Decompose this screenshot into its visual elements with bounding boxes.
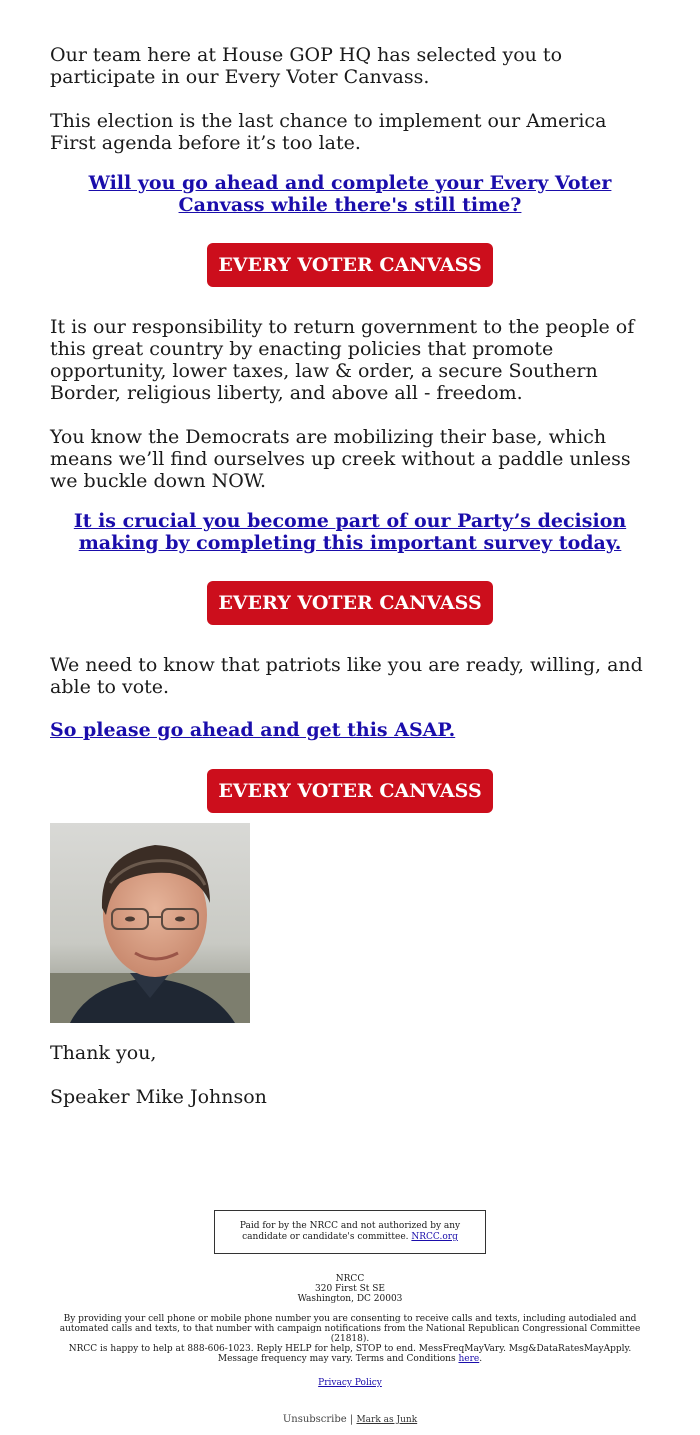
terms-here-link[interactable]: here <box>458 1354 480 1364</box>
paid-for-disclaimer-box <box>214 1210 486 1254</box>
mailing-address <box>50 1274 650 1304</box>
signature-text: Speaker Mike Johnson <box>50 1086 267 1108</box>
city-address: Washington, DC 20003 <box>297 1294 403 1304</box>
speaker-portrait-photo <box>50 823 250 1023</box>
footer-separator: | <box>349 1414 354 1425</box>
privacy-policy-link[interactable]: Privacy Policy <box>318 1378 382 1388</box>
mark-as-junk-link[interactable]: Mark as Junk <box>356 1415 418 1425</box>
help-text: NRCC is happy to help at 888-606-1023. Reply HELP for help, STOP to end. MessFreqMayVary. Msg&DataRatesMayApply. Message frequency may vary. Terms and Conditions <box>68 1344 632 1364</box>
democrats-paragraph: You know the Democrats are mobilizing their base, which means we’ll find ourselves up creek without a paddle unless we buckle down NOW. <box>50 426 631 492</box>
cta-link-block-3 <box>50 719 650 741</box>
asap-cta-link[interactable]: So please go ahead and get this ASAP. <box>50 719 456 741</box>
thanks-text: Thank you, <box>50 1042 157 1064</box>
unsubscribe-link[interactable]: Unsubscribe <box>282 1414 347 1425</box>
survey-cta-link[interactable]: It is crucial you become part of our Party’s decision making by completing this important survey today. <box>73 510 627 554</box>
disclaimer-text: Paid for by the NRCC and not authorized by any candidate or candidate's committee. <box>239 1221 461 1242</box>
org-name: NRCC <box>335 1274 365 1284</box>
election-paragraph: This election is the last chance to implement our America First agenda before it’s too late. <box>50 110 607 154</box>
every-voter-canvass-button-3[interactable]: EVERY VOTER CANVASS <box>207 769 493 813</box>
canvass-cta-link-1[interactable]: Will you go ahead and complete your Every Voter Canvass while there's still time? <box>88 172 612 216</box>
every-voter-canvass-button-2[interactable]: EVERY VOTER CANVASS <box>207 581 493 625</box>
responsibility-paragraph: It is our responsibility to return government to the people of this great country by enacting policies that promote opportunity, lower taxes, law & order, a secure Southern Border, religious liberty, and above all - freedom. <box>50 316 635 404</box>
cta-link-block-1 <box>50 172 650 216</box>
every-voter-canvass-button-1[interactable]: EVERY VOTER CANVASS <box>207 243 493 287</box>
patriots-paragraph: We need to know that patriots like you are ready, willing, and able to vote. <box>50 654 643 698</box>
unsubscribe-block <box>50 1415 650 1425</box>
cta-link-block-2 <box>50 510 650 554</box>
intro-paragraph: Our team here at House GOP HQ has selected you to participate in our Every Voter Canvass. <box>50 44 563 88</box>
street-address: 320 First St SE <box>315 1284 385 1294</box>
nrcc-org-link[interactable]: NRCC.org <box>411 1232 458 1242</box>
help-text-block: NRCC is happy to help at 888-606-1023. Reply HELP for help, STOP to end. MessFreqMayVary. Msg&DataRatesMayApply. Message frequency may vary. Terms and Conditions here. <box>68 1344 632 1364</box>
privacy-block <box>50 1378 650 1388</box>
sms-consent-text: By providing your cell phone or mobile phone number you are consenting to receive calls and texts, including autodialed and automated calls and texts, to that number with campaign notifications from the National Republican Congressional Committee (21818). <box>59 1314 641 1344</box>
